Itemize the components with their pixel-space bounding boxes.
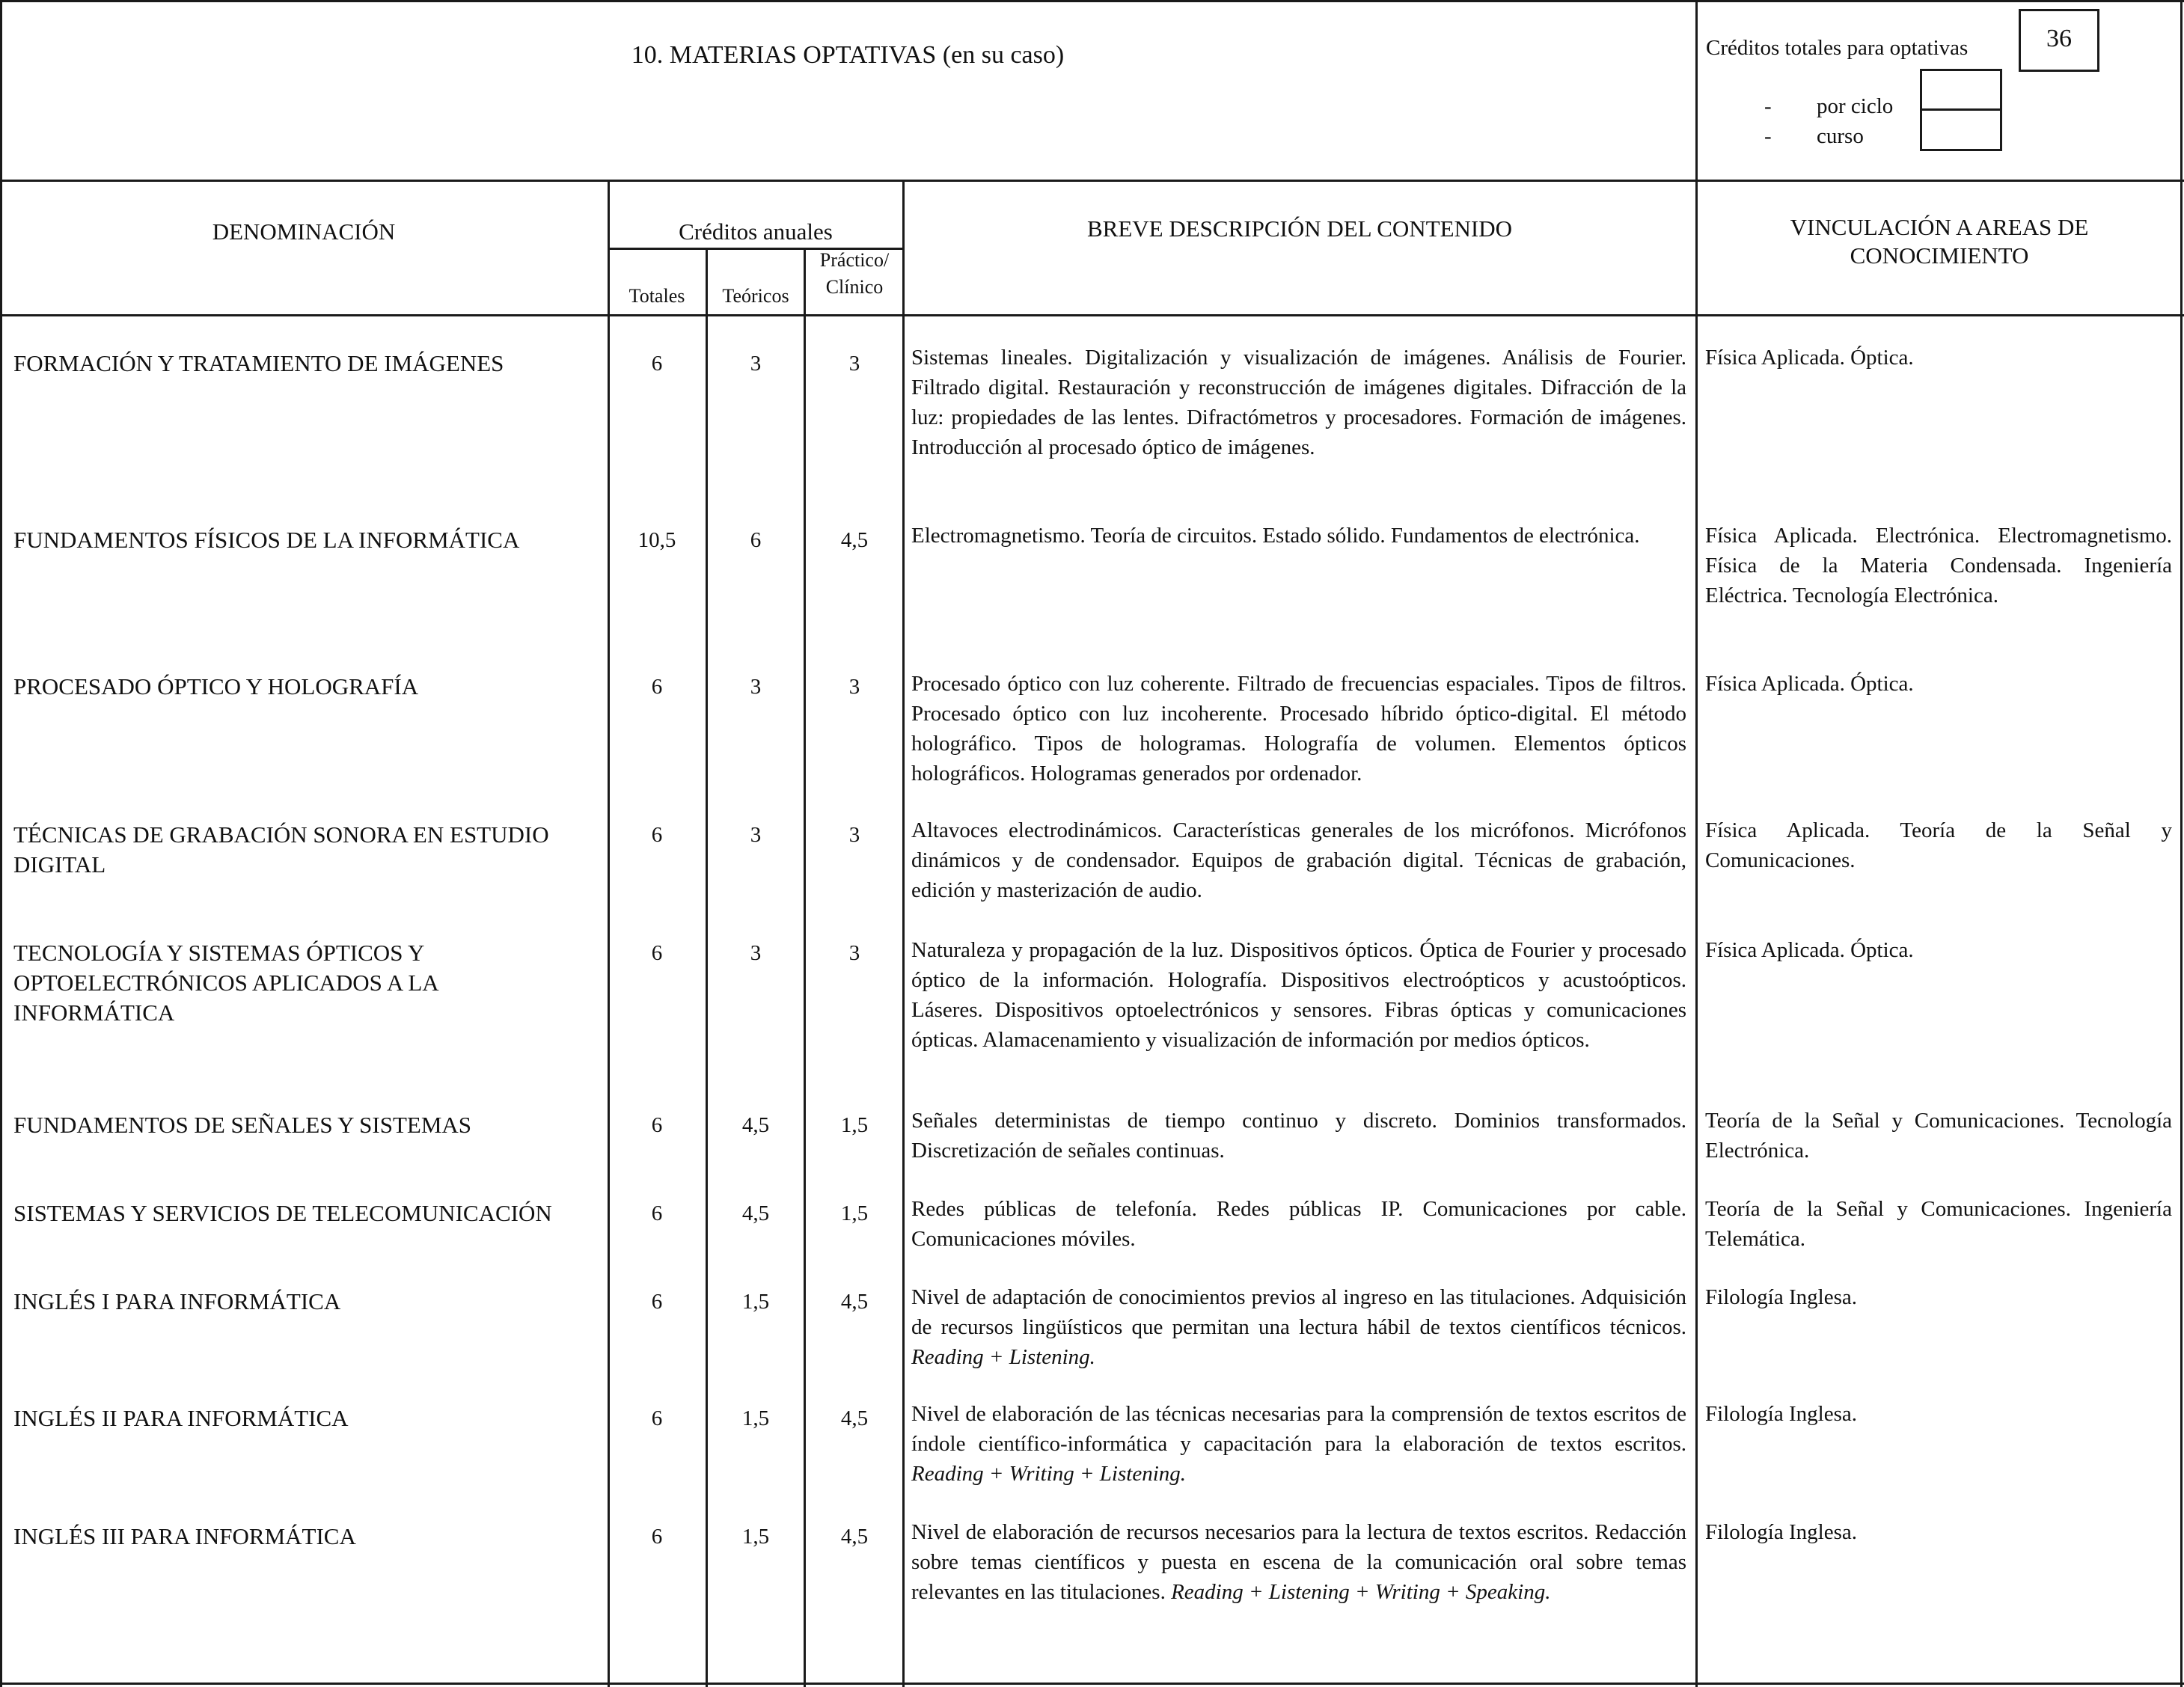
row-teoricos: 4,5	[741, 1113, 770, 1137]
column-header-bottom-rule	[0, 314, 2184, 316]
per-course-dash: -	[1764, 124, 1772, 148]
row-teoricos: 3	[750, 941, 762, 965]
row-name: INGLÉS I PARA INFORMÁTICA	[13, 1288, 341, 1314]
row-practicos: 1,5	[840, 1201, 869, 1225]
row-name: FUNDAMENTOS FÍSICOS DE LA INFORMÁTICA	[13, 527, 520, 553]
per-cycle-dash: -	[1764, 94, 1772, 118]
row-name: TECNOLOGÍA Y SISTEMAS ÓPTICOS Y OPTOELECTRÓNICOS APLICADOS A LA INFORMÁTICA	[13, 940, 438, 1026]
row-area: Filología Inglesa.	[1705, 1285, 1857, 1309]
col-divider-3	[804, 249, 806, 1687]
col-divider-5	[1695, 316, 1698, 1687]
description-text: Nivel de elaboración de recursos necesarios para la lectura de textos escritos. Redacción sobre temas científicos y puesta en escena de la comunicación oral sobre temas relevantes en las titulaciones.	[911, 1520, 1686, 1604]
row-practicos: 3	[848, 823, 860, 847]
row-practicos: 4,5	[840, 1525, 869, 1549]
row-area: Física Aplicada. Teoría de la Señal y Comunicaciones.	[1705, 818, 2172, 872]
row-totales: 6	[651, 1201, 663, 1225]
row-description: Señales deterministas de tiempo continuo y discreto. Dominios transformados. Discretización de señales continuas.	[911, 1109, 1686, 1163]
col-divider-4	[902, 180, 905, 1687]
row-name: FUNDAMENTOS DE SEÑALES Y SISTEMAS	[13, 1112, 472, 1138]
row-teoricos: 3	[750, 352, 762, 376]
row-teoricos: 4,5	[741, 1201, 770, 1225]
row-area: Física Aplicada. Electrónica. Electromagnetismo. Física de la Materia Condensada. Ingeniería Eléctrica. Tecnología Electrónica.	[1705, 524, 2172, 607]
row-practicos: 1,5	[840, 1113, 869, 1137]
row-description: Procesado óptico con luz coherente. Filtrado de frecuencias espaciales. Tipos de filtros. Procesado óptico con luz incoherente. Procesado híbrido óptico-digital. El método holográfico. Tipos de hologramas. Holografía de volumen. Elementos ópticos holográficos. Hologramas generados por ordenador.	[911, 672, 1686, 786]
row-practicos: 3	[848, 352, 860, 376]
page-title: 10. MATERIAS OPTATIVAS (en su caso)	[631, 41, 1065, 69]
col-header-practico-1: Práctico/	[819, 249, 890, 271]
row-teoricos: 1,5	[741, 1406, 770, 1430]
row-practicos: 3	[848, 941, 860, 965]
row-name: SISTEMAS Y SERVICIOS DE TELECOMUNICACIÓN	[13, 1200, 552, 1226]
col-header-practico-2: Clínico	[825, 276, 884, 298]
row-teoricos: 3	[750, 675, 762, 699]
row-teoricos: 1,5	[741, 1290, 770, 1314]
col-header-vinculacion-1: VINCULACIÓN A AREAS DE	[1790, 214, 2089, 240]
row-description: Sistemas lineales. Digitalización y visualización de imágenes. Análisis de Fourier. Filtrado digital. Restauración y reconstrucción de imágenes digitales. Difracción de la luz: propiedades de las lentes. Difractómetros y procesadores. Formación de imágenes. Introducción al procesado óptico de imágenes.	[911, 346, 1686, 459]
row-totales: 6	[651, 352, 663, 376]
row-practicos: 4,5	[840, 1290, 869, 1314]
total-credits-label: Créditos totales para optativas	[1706, 36, 1969, 60]
description-text: Nivel de adaptación de conocimientos previos al ingreso en las titulaciones. Adquisición de recursos lingüísticos que permitan una lectura hábil de textos científicos técnicos.	[911, 1285, 1686, 1339]
description-skills: Reading + Listening.	[911, 1345, 1095, 1369]
row-name: INGLÉS II PARA INFORMÁTICA	[13, 1405, 349, 1431]
row-totales: 6	[651, 1113, 663, 1137]
title-bottom-rule	[0, 180, 2184, 182]
row-practicos: 4,5	[840, 1406, 869, 1430]
row-description	[911, 1282, 1686, 1372]
description-skills: Reading + Listening + Writing + Speaking.	[1171, 1580, 1551, 1604]
col-header-teoricos: Teóricos	[722, 285, 789, 307]
col-divider-2	[706, 249, 708, 1687]
col-header-creditos: Créditos anuales	[679, 218, 833, 245]
row-practicos: 4,5	[840, 528, 869, 552]
row-description: Altavoces electrodinámicos. Características generales de los micrófonos. Micrófonos dinámicos y de condensador. Equipos de grabación digital. Técnicas de grabación, edición y masterización de audio.	[911, 818, 1686, 902]
row-description	[911, 1517, 1686, 1607]
row-totales: 6	[651, 1290, 663, 1314]
row-teoricos: 6	[750, 528, 762, 552]
row-name: FORMACIÓN Y TRATAMIENTO DE IMÁGENES	[13, 350, 504, 376]
col-divider-1	[608, 180, 610, 1687]
row-teoricos: 3	[750, 823, 762, 847]
row-totales: 6	[651, 1525, 663, 1549]
row-name: INGLÉS III PARA INFORMÁTICA	[13, 1523, 356, 1549]
per-cycle-box-split	[1920, 108, 2002, 111]
row-name: PROCESADO ÓPTICO Y HOLOGRAFÍA	[13, 673, 419, 699]
row-area: Filología Inglesa.	[1705, 1402, 1857, 1426]
row-teoricos: 1,5	[741, 1525, 770, 1549]
row-totales: 6	[651, 675, 663, 699]
col-header-totales: Totales	[628, 285, 685, 307]
row-totales: 10,5	[637, 528, 676, 552]
row-name: TÉCNICAS DE GRABACIÓN SONORA EN ESTUDIO DIGITAL	[13, 821, 549, 878]
total-credits-value: 36	[2046, 25, 2072, 52]
row-totales: 6	[651, 823, 663, 847]
row-totales: 6	[651, 941, 663, 965]
row-description	[911, 1399, 1686, 1489]
border-left	[0, 0, 2, 1687]
border-top	[0, 0, 2184, 2]
row-area: Teoría de la Señal y Comunicaciones. Tecnología Electrónica.	[1705, 1109, 2172, 1163]
col-header-vinculacion-2: CONOCIMIENTO	[1850, 242, 2029, 269]
col-header-denominacion: DENOMINACIÓN	[212, 218, 396, 245]
row-description: Naturaleza y propagación de la luz. Dispositivos ópticos. Óptica de Fourier y procesado óptico de la información. Holografía. Dispositivos electroópticos y acustoópticos. Láseres. Dispositivos optoelectrónicos y sensores. Fibras ópticas y comunicaciones ópticas. Alamacenamiento y visualización de información por medios ópticos.	[911, 938, 1686, 1052]
row-area: Teoría de la Señal y Comunicaciones. Ingeniería Telemática.	[1705, 1197, 2172, 1251]
description-skills: Reading + Writing + Listening.	[911, 1462, 1187, 1486]
row-area: Filología Inglesa.	[1705, 1520, 1857, 1544]
row-area: Física Aplicada. Óptica.	[1705, 346, 1914, 370]
row-practicos: 3	[848, 675, 860, 699]
row-area: Física Aplicada. Óptica.	[1705, 672, 1914, 696]
description-text: Nivel de elaboración de las técnicas necesarias para la comprensión de textos escritos de índole científico-informática y capacitación para la elaboración de textos escritos.	[911, 1402, 1686, 1456]
row-totales: 6	[651, 1406, 663, 1430]
row-description: Electromagnetismo. Teoría de circuitos. Estado sólido. Fundamentos de electrónica.	[911, 524, 1640, 548]
per-cycle-label: por ciclo	[1817, 94, 1894, 118]
row-description: Redes públicas de telefonía. Redes públicas IP. Comunicaciones por cable. Comunicaciones móviles.	[911, 1197, 1686, 1251]
row-area: Física Aplicada. Óptica.	[1705, 938, 1914, 962]
per-course-label: curso	[1817, 124, 1864, 148]
col-header-descripcion: BREVE DESCRIPCIÓN DEL CONTENIDO	[1086, 215, 1513, 242]
table-bottom-rule	[0, 1683, 2184, 1685]
